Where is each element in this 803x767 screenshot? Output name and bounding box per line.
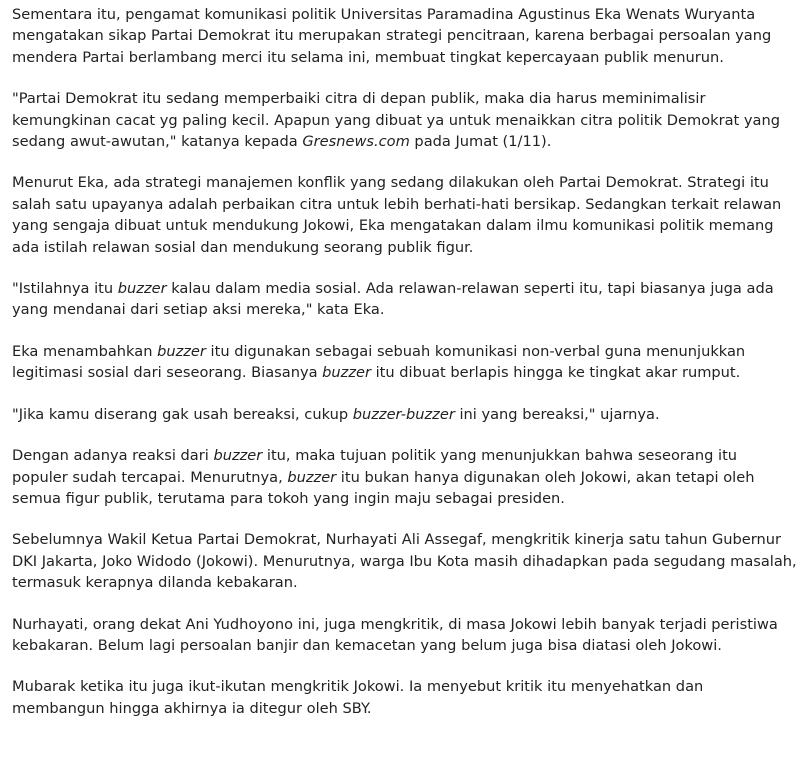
text-run: "Partai Demokrat itu sedang memperbaiki citra di depan publik, maka dia harus meminimalisir kemungkinan cacat yg paling kecil. Apapun yang dibuat ya untuk menaikkan citra politik Demokrat yang sedang awut-awutan," katanya kepada xyxy=(12,90,781,151)
text-run: itu dibuat berlapis hingga ke tingkat akar rumput. xyxy=(370,364,741,382)
article-paragraph xyxy=(12,529,797,593)
article-body xyxy=(12,4,797,739)
text-run: Eka menambahkan xyxy=(12,342,158,360)
text-run: ini yang bereaksi," ujarnya. xyxy=(454,405,660,423)
article-paragraph xyxy=(12,445,797,509)
article-paragraph xyxy=(12,341,797,384)
article-paragraph xyxy=(12,614,797,657)
italic-term: buzzer xyxy=(213,447,263,465)
article-paragraph xyxy=(12,676,797,719)
text-run: pada Jumat (1/11). xyxy=(409,133,552,151)
article-paragraph xyxy=(12,4,797,68)
text-run: Sebelumnya Wakil Ketua Partai Demokrat, Nurhayati Ali Assegaf, mengkritik kinerja satu tahun Gubernur DKI Jakarta, Joko Widodo (Jokowi). Menurutnya, warga Ibu Kota masih dihadapkan pada segudang masalah, termasuk kerapnya dilanda kebakaran. xyxy=(12,531,797,592)
italic-term: buzzer xyxy=(287,468,337,486)
italic-term: buzzer xyxy=(157,342,206,360)
text-run: kalau dalam media sosial. Ada relawan-relawan seperti itu, tapi biasanya juga ada yang mendanai dari setiap aksi mereka," kata Eka. xyxy=(12,280,774,319)
italic-term: buzzer xyxy=(322,364,371,382)
text-run: Mubarak ketika itu juga ikut-ikutan mengkritik Jokowi. Ia menyebut kritik itu menyehatkan dan membangun hingga akhirnya ia ditegur oleh SBY. xyxy=(12,678,704,717)
article-paragraph xyxy=(12,172,797,258)
text-run: "Jika kamu diserang gak usah bereaksi, cukup xyxy=(12,405,353,423)
text-run: itu digunakan sebagai sebuah komunikasi non-verbal guna menunjukkan legitimasi sosial dari seseorang. Biasanya xyxy=(12,342,746,382)
text-run: itu, maka tujuan politik yang menunjukkan bahwa seseorang itu populer sudah tercapai. Menurutnya, xyxy=(12,447,738,486)
article-paragraph xyxy=(12,404,797,425)
text-run: Sementara itu, pengamat komunikasi politik Universitas Paramadina Agustinus Eka Wenats Wuryanta mengatakan sikap Partai Demokrat itu merupakan strategi pencitraan, karena berbagai persoalan yang mendera Partai berlambang merci itu selama ini, membuat tingkat kepercayaan publik menurun. xyxy=(12,6,772,66)
italic-term: Gresnews.com xyxy=(302,133,410,151)
text-run: "Istilahnya itu xyxy=(12,280,118,298)
article-paragraph xyxy=(12,88,797,152)
article-paragraph xyxy=(12,278,797,321)
text-run: itu bukan hanya digunakan oleh Jokowi, akan tetapi oleh semua figur publik, terutama para tokoh yang ingin maju sebagai presiden. xyxy=(12,468,755,507)
italic-term: buzzer xyxy=(117,280,167,298)
text-run: Dengan adanya reaksi dari xyxy=(12,447,214,465)
text-run: Menurut Eka, ada strategi manajemen konflik yang sedang dilakukan oleh Partai Demokrat. Strategi itu salah satu upayanya adalah perbaikan citra untuk lebih berhati-hati bersikap. Sedangkan terkait relawan yang sengaja dibuat untuk mendukung Jokowi, Eka mengatakan dalam ilmu komunikasi politik memang ada istilah relawan sosial dan mendukung seorang publik figur. xyxy=(12,174,782,256)
text-run: Nurhayati, orang dekat Ani Yudhoyono ini, juga mengkritik, di masa Jokowi lebih banyak terjadi peristiwa kebakaran. Belum lagi persoalan banjir dan kemacetan yang belum juga bisa diatasi oleh Jokowi. xyxy=(12,615,778,654)
italic-term: buzzer-buzzer xyxy=(352,405,455,423)
